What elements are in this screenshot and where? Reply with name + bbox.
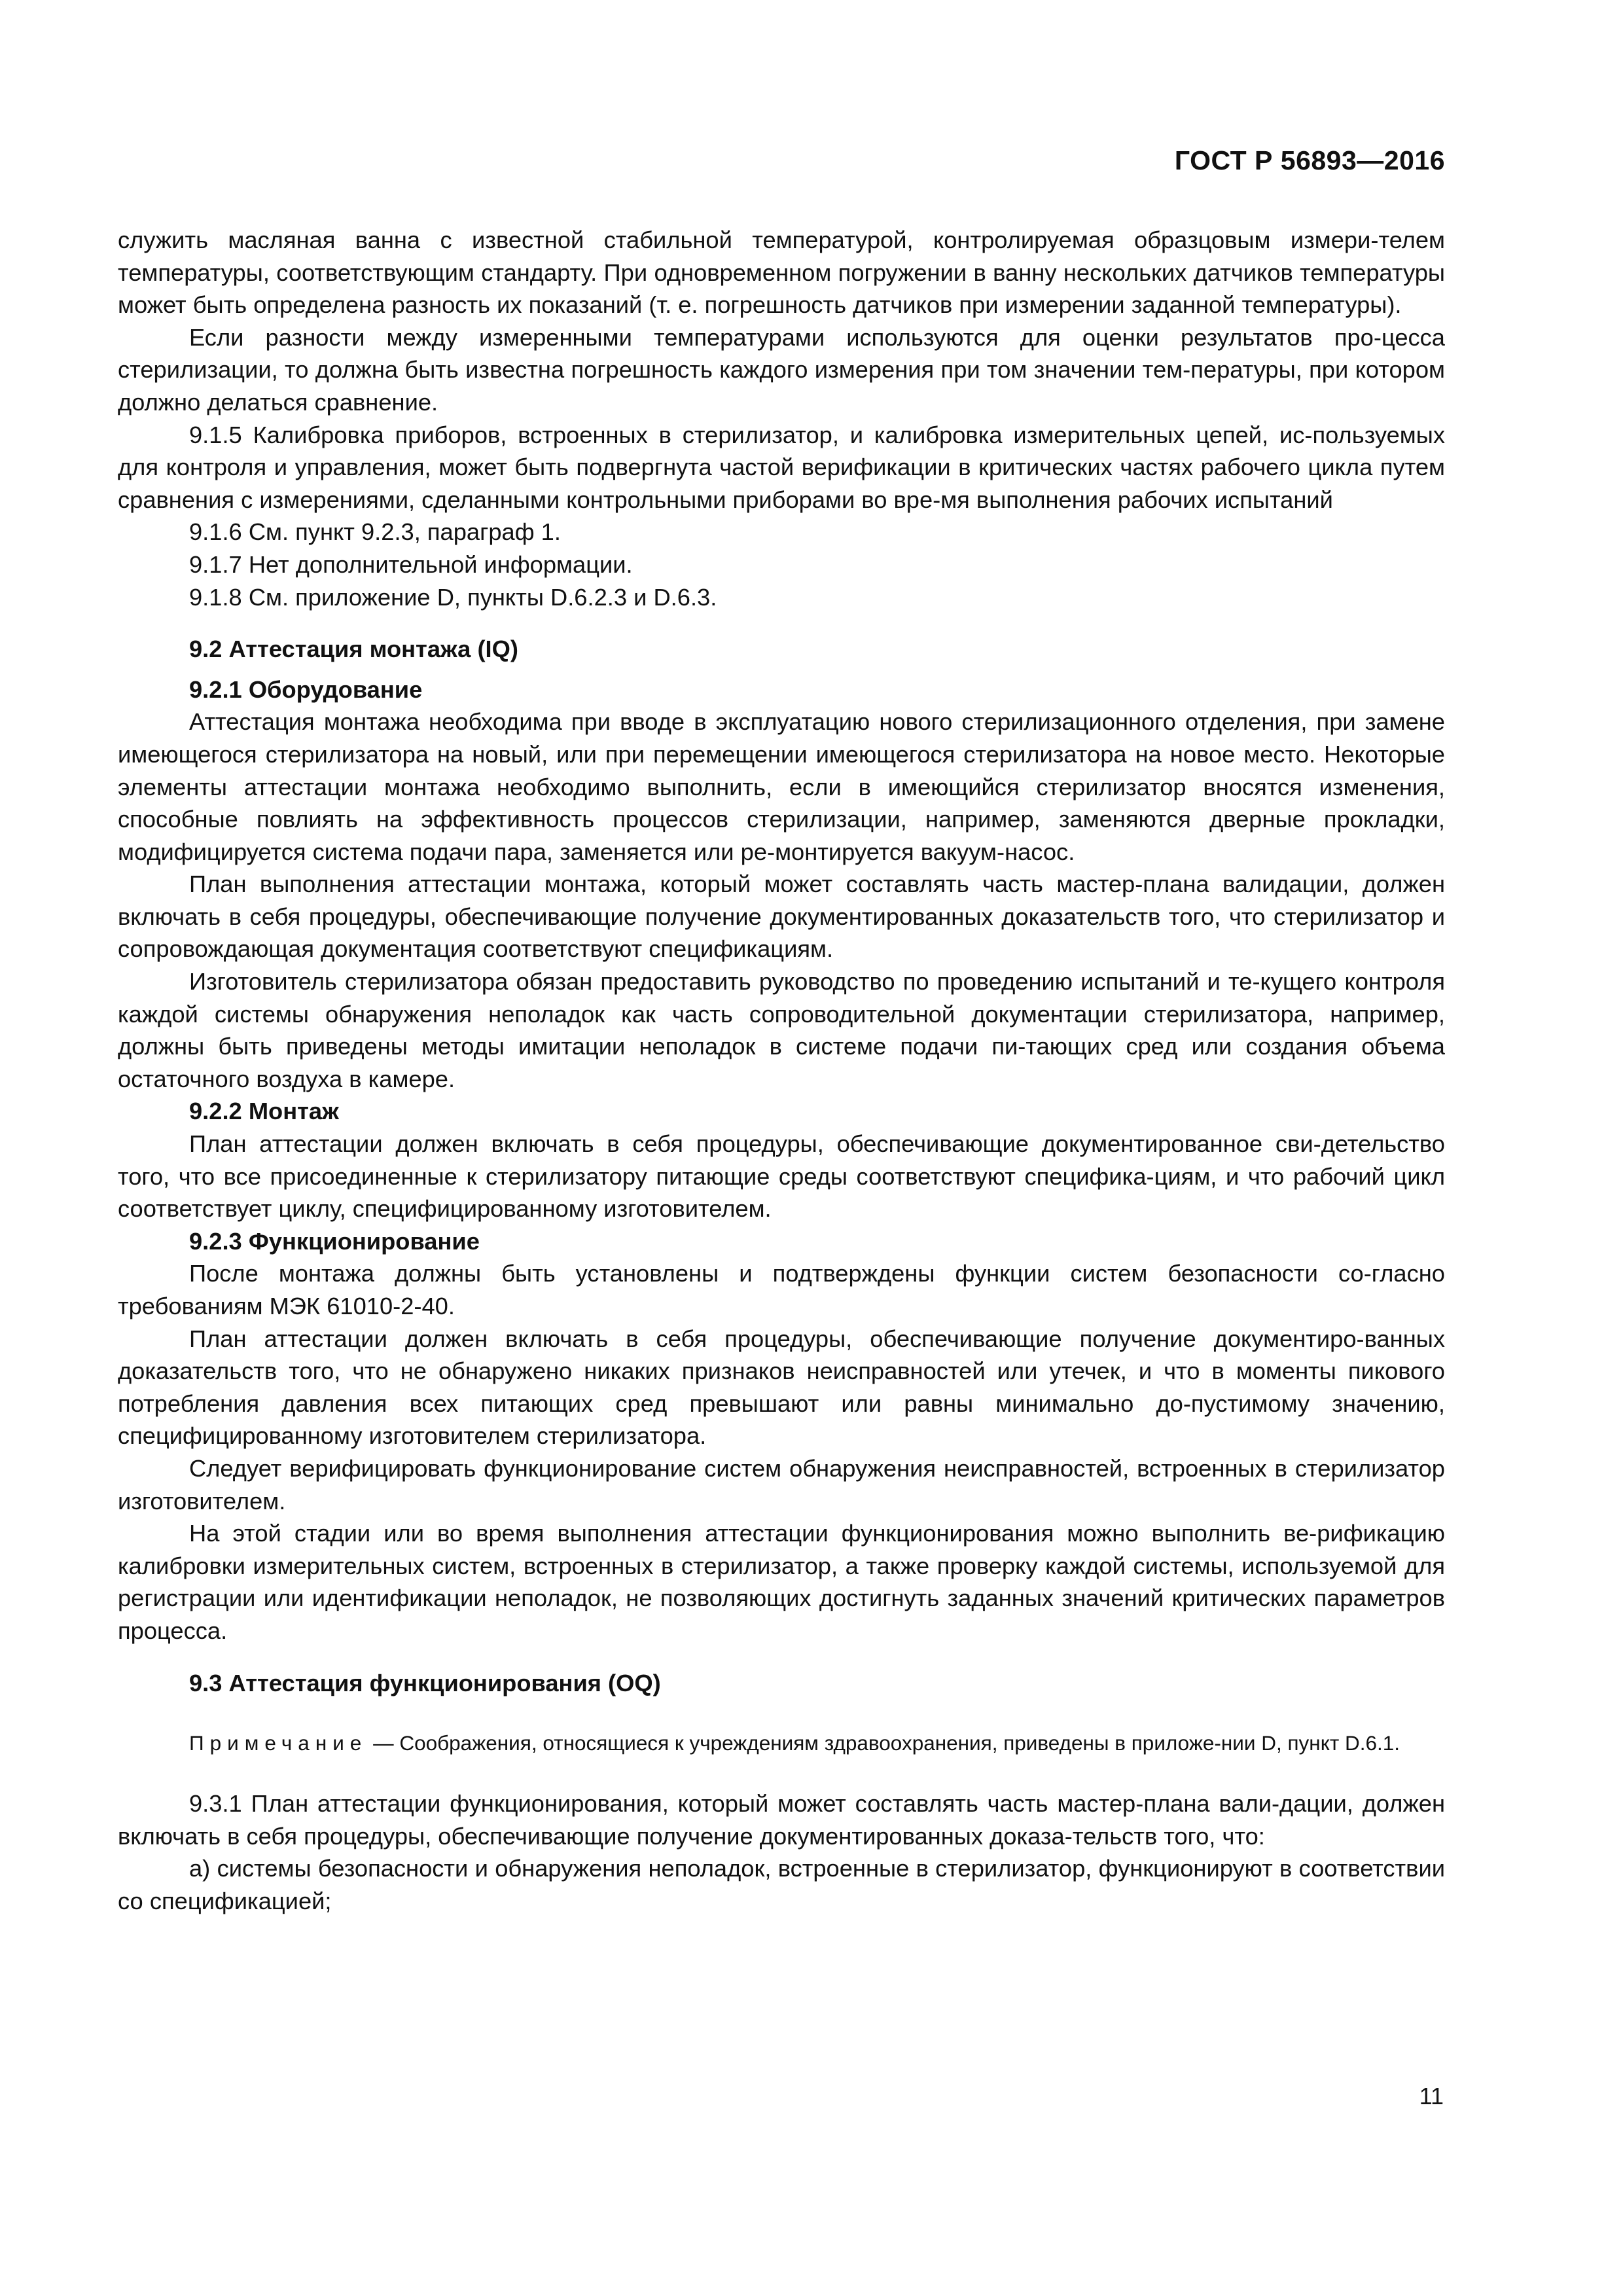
note-text: — Соображения, относящиеся к учреждениям здравоохранения, приведены в приложе-нии D, пункт D.6.1.: [367, 1731, 1400, 1755]
paragraph: План выполнения аттестации монтажа, который может составлять часть мастер-плана валидации, должен включать в себя процедуры, обеспечивающие получение документированных доказательств того, что стерилизатор и сопровождающая документация соответствуют спецификациям.: [118, 870, 1445, 963]
paragraph: На этой стадии или во время выполнения аттестации функционирования можно выполнить ве-рификацию калибровки измерительных систем, встроенных в стерилизатор, а также проверку каждой системы, используемой для регистрации или идентификации неполадок, не позволяющих достигнуть заданных значений критических параметров процесса.: [118, 1520, 1445, 1644]
page-number: 11: [1419, 2083, 1444, 2109]
subsection-heading-9-2-2: 9.2.2 Монтаж: [189, 1098, 339, 1125]
paragraph: Аттестация монтажа необходима при вводе в эксплуатацию нового стерилизационного отделения, при замене имеющегося стерилизатора на новый, или при перемещении имеющегося стерилизатора на новое место. Некоторые элементы аттестации монтажа необходимо выполнить, если в имеющийся стерилизатор вносятся изменения, способные повлиять на эффективность процессов стерилизации, например, заменяются дверные прокладки, модифицируется система подачи пара, заменяется или ре-монтируется вакуум-насос.: [118, 708, 1445, 865]
note: [118, 1729, 1445, 1757]
paragraph: План аттестации должен включать в себя процедуры, обеспечивающие получение документиро-ванных доказательств того, что не обнаружено никаких признаков неисправностей или утечек, и что в моменты пикового потребления давления всех питающих сред превышают или равны минимально до-пустимому значению, специфицированному изготовителем стерилизатора.: [118, 1325, 1445, 1450]
paragraph: Если разности между измеренными температурами используются для оценки результатов про-цесса стерилизации, то должна быть известна погрешность каждого измерения при том значении тем-пературы, при котором должно делаться сравнение.: [118, 323, 1445, 416]
paragraph: Изготовитель стерилизатора обязан предоставить руководство по проведению испытаний и те-кущего контроля каждой системы обнаружения неполадок как часть сопроводительной документации стерилизатора, например, должны быть приведены методы имитации неполадок в системе подачи пи-тающих сред или создания объема остаточного воздуха в камере.: [118, 968, 1445, 1092]
clause-9-1-5: 9.1.5 Калибровка приборов, встроенных в стерилизатор, и калибровка измерительных цепей, ис-пользуемых для контроля и управления, может быть подвергнута частой верификации в критических частях рабочего цикла путем сравнения с измерениями, сделанными контрольными приборами во вре-мя выполнения рабочих испытаний: [118, 421, 1445, 513]
clause-9-1-6: 9.1.6 См. пункт 9.2.3, параграф 1.: [189, 518, 561, 546]
note-label: Примечание: [189, 1731, 368, 1755]
paragraph-continuation: служить масляная ванна с известной стабильной температурой, контролируемая образцовым измери-телем температуры, соответствующим стандарту. При одновременном погружении в ванну нескольких датчиков температуры может быть определена разность их показаний (т. е. погрешность датчиков при измерении заданной температуры).: [118, 226, 1445, 319]
subsection-heading-9-2-3: 9.2.3 Функционирование: [189, 1227, 480, 1255]
document-body: [118, 224, 1445, 1918]
paragraph: План аттестации должен включать в себя процедуры, обеспечивающие документированное сви-детельство того, что все присоединенные к стерилизатору питающие среды соответствуют специфика-циям, и что рабочий цикл соответствует циклу, специфицированному изготовителем.: [118, 1130, 1445, 1223]
clause-9-1-8: 9.1.8 См. приложение D, пункты D.6.2.3 и D.6.3.: [189, 583, 717, 611]
paragraph: Следует верифицировать функционирование систем обнаружения неисправностей, встроенных в стерилизатор изготовителем.: [118, 1454, 1445, 1515]
document-header-id: ГОСТ Р 56893—2016: [1174, 145, 1445, 175]
subsection-heading-9-2-1: 9.2.1 Оборудование: [189, 675, 423, 703]
section-heading-9-3: 9.3 Аттестация функционирования (OQ): [189, 1669, 661, 1696]
clause-9-3-1: 9.3.1 План аттестации функционирования, который может составлять часть мастер-плана вали-дации, должен включать в себя процедуры, обеспечивающие получение документированных доказа-тельств того, что:: [118, 1790, 1445, 1850]
list-item-a: а) системы безопасности и обнаружения неполадок, встроенные в стерилизатор, функционируют в соответствии со спецификацией;: [118, 1855, 1445, 1914]
clause-9-1-7: 9.1.7 Нет дополнительной информации.: [189, 550, 633, 578]
section-heading-9-2: 9.2 Аттестация монтажа (IQ): [189, 636, 518, 663]
paragraph: После монтажа должны быть установлены и подтверждены функции систем безопасности со-гласно требованиям МЭК 61010-2-40.: [118, 1260, 1445, 1319]
